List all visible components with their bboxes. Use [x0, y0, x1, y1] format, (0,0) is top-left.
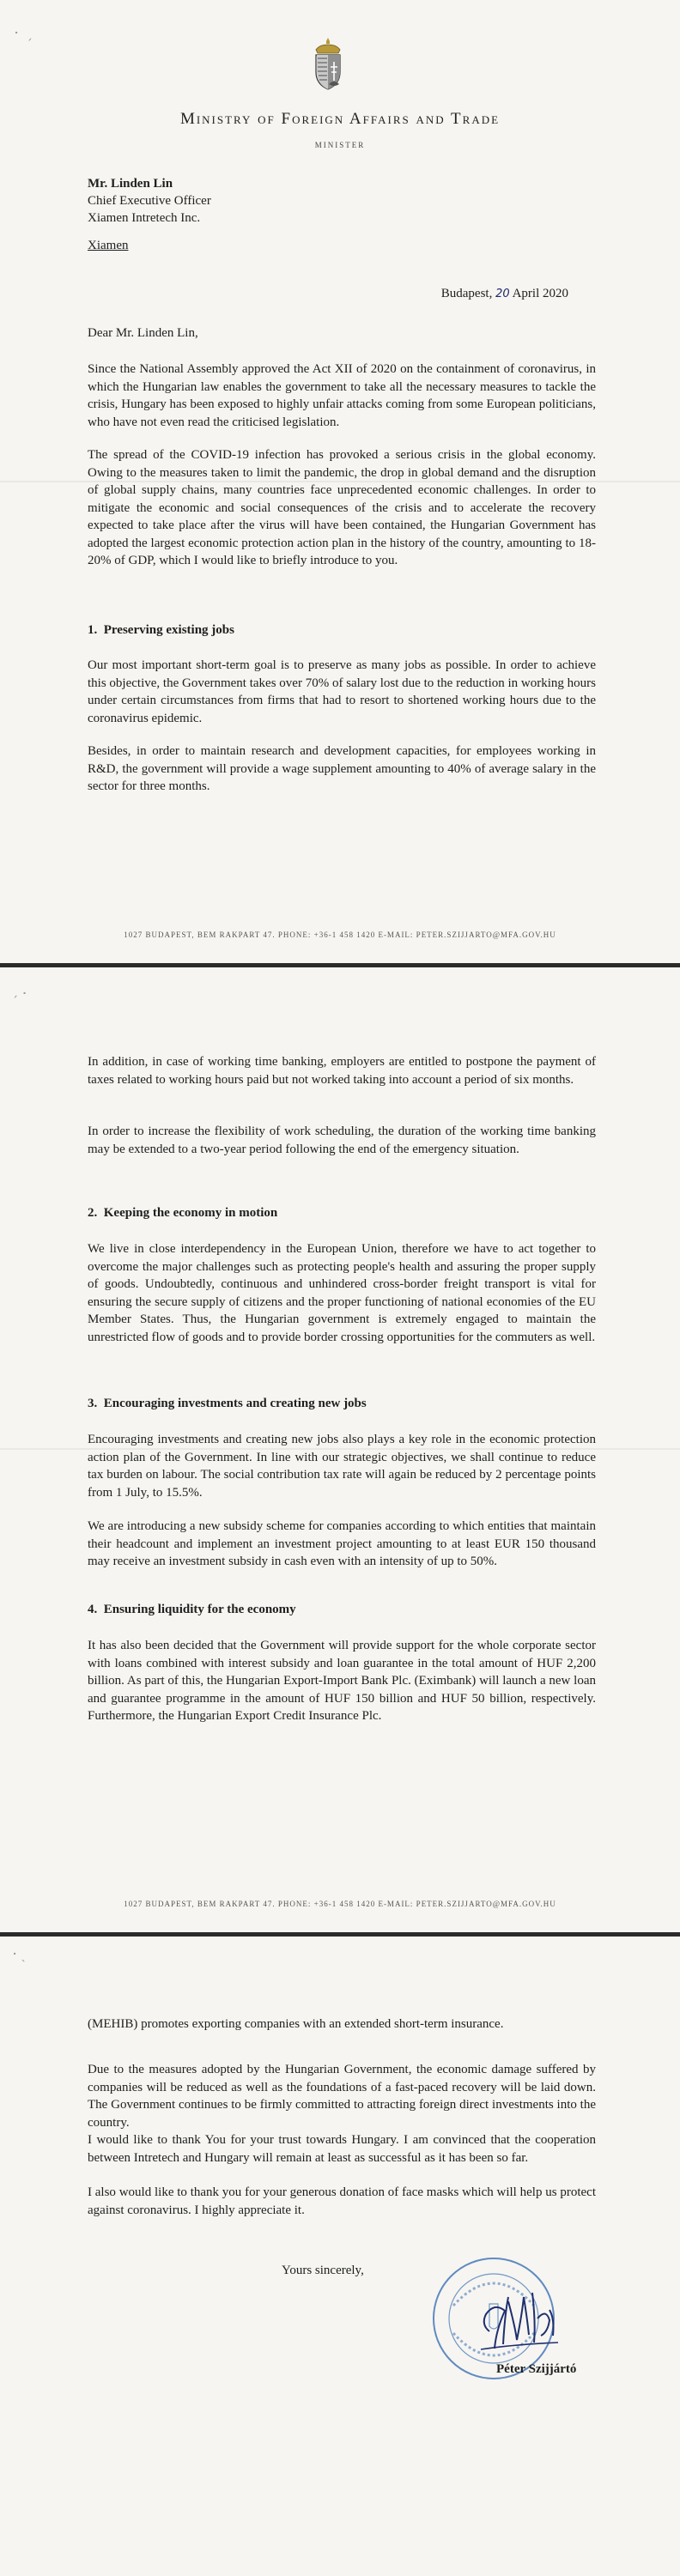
- body-paragraph: [88, 2131, 596, 2167]
- paragraph-text: In order to increase the flexibility of work scheduling, the duration of the working time banking may be extended to a two-year period following the end of the emergency situation.: [88, 1124, 596, 1156]
- signer-name: Péter Szijjártó: [496, 2362, 577, 2376]
- paragraph-text: I would like to thank You for your trust towards Hungary. I am convinced that the cooperation between Intretech and Hungary will remain at least as successful as it has been so far.: [88, 2133, 596, 2165]
- minister-label: MINISTER: [314, 141, 366, 149]
- recipient-name: Mr. Linden Lin: [88, 177, 173, 191]
- body-paragraph: [88, 742, 596, 796]
- paragraph-text: Since the National Assembly approved the Act XII of 2020 on the containment of coronavirus, in which the Hungarian law enables the government to take all the necessary measures to tackle the crisis, Hungary has been exposed to highly unfair attacks coming from some European politicians, who have not even read the criticised legislation.: [88, 362, 596, 429]
- letter-footer: 1027 BUDAPEST, BEM RAKPART 47. PHONE: +36-1 458 1420 E-MAIL: PETER.SZIJJARTO@MFA.GOV.HU: [124, 1900, 556, 1908]
- body-paragraph: [88, 2061, 596, 2131]
- date-day-handwritten: 20: [495, 288, 510, 300]
- date-month-year: April 2020: [512, 287, 568, 300]
- paragraph-text: Besides, in order to maintain research and development capacities, for employees working in R&D, the government will provide a wage supplement amounting to 40% of average salary in the sector for three months.: [88, 744, 596, 793]
- letter-footer: 1027 BUDAPEST, BEM RAKPART 47. PHONE: +36-1 458 1420 E-MAIL: PETER.SZIJJARTO@MFA.GOV.HU: [124, 930, 556, 939]
- body-paragraph: [88, 1518, 596, 1571]
- ministry-name: Ministry of Foreign Affairs and Trade: [179, 110, 501, 128]
- paragraph-text: (MEHIB) promotes exporting companies with an extended short-term insurance.: [88, 2017, 504, 2031]
- body-paragraph: [88, 657, 596, 727]
- heading-text: 2. Keeping the economy in motion: [88, 1206, 278, 1220]
- heading-text: 4. Ensuring liquidity for the economy: [88, 1603, 296, 1616]
- scan-mark: ˏ ⠄: [12, 985, 31, 998]
- paragraph-text: We are introducing a new subsidy scheme for companies according to which entities that maintain their headcount and implement an investment project amounting to at least EUR 150 thousand may receive an investment subsidy in cash even with an intensity of up to 50%.: [88, 1519, 596, 1568]
- letter-date: [441, 287, 568, 301]
- handwritten-signature: [464, 2267, 575, 2361]
- section-heading: [88, 1603, 596, 1617]
- scan-mark: ⠂ ˏ: [14, 27, 33, 41]
- body-paragraph: [88, 1053, 596, 1088]
- paragraph-text: We live in close interdependency in the European Union, therefore we have to act together to overcome the major challenges such as protecting people's health and assuring the proper supply of goods. Undoubtedly, continuous and unhindered cross-border freight transport is vital for ensuring the secure supply of citizens and the proper functioning of national economies of the EU Member States. Thus, the Hungarian government is extremely engaged to maintain the unrestricted flow of goods and to provide border crossing opportunities for the commuters as well.: [88, 1242, 596, 1344]
- section-heading: [88, 1206, 596, 1221]
- paragraph-text: The spread of the COVID-19 infection has provoked a serious crisis in the global economy. Owing to the measures taken to limit the pandemic, the drop in global demand and the disruption of global supply chains, many countries face unprecedented economic challenges. In order to mitigate the economic and social consequences of the crisis and to accelerate the recovery expected to take place after the virus will have been contained, the Hungarian Government has adopted the largest economic protection action plan in the history of the country, amounting to 18-20% of GDP, which I would like to briefly introduce to you.: [88, 448, 596, 567]
- body-paragraph: [88, 1637, 596, 1725]
- paragraph-text: In addition, in case of working time banking, employers are entitled to postpone the payment of taxes related to working hours paid but not worked taking into account a period of six months.: [88, 1055, 596, 1087]
- paragraph-text: It has also been decided that the Government will provide support for the whole corporate sector with loans combined with interest subsidy and loan guarantee in the total amount of HUF 2,200 billion. As part of this, the Hungarian Export-Import Bank Plc. (Eximbank) will launch a new loan and guarantee programme in the amount of HUF 150 billion and HUF 50 billion, respectively. Furthermore, the Hungarian Export Credit Insurance Plc.: [88, 1639, 596, 1723]
- letter-page-1: [0, 0, 680, 963]
- heading-text: 3. Encouraging investments and creating new jobs: [88, 1397, 367, 1410]
- body-paragraph: [88, 1431, 596, 1501]
- body-paragraph: [88, 2184, 596, 2219]
- body-paragraph: [88, 1123, 596, 1158]
- salutation: Dear Mr. Linden Lin,: [88, 326, 198, 340]
- body-paragraph: [88, 446, 596, 570]
- letter-page-3: [0, 1937, 680, 2576]
- scan-mark: ⠂ˎ: [12, 1949, 27, 1962]
- recipient-title: Chief Executive Officer: [88, 194, 211, 208]
- recipient-address: [88, 175, 211, 254]
- paragraph-text: Encouraging investments and creating new jobs also plays a key role in the economic protection action plan of the Government. In line with our strategic objectives, we shall continue to reduce tax burden on labour. The social contribution tax rate will again be reduced by 2 percentage points from 1 July, to 15.5%.: [88, 1433, 596, 1500]
- paragraph-text: Due to the measures adopted by the Hungarian Government, the economic damage suffered by companies will be reduced as well as the foundations of a fast-paced recovery will be laid down. The Government continues to be firmly committed to attracting foreign direct investments into the country.: [88, 2063, 596, 2130]
- date-city: Budapest,: [440, 287, 493, 300]
- paragraph-text: I also would like to thank you for your generous donation of face masks which will help us protect against coronavirus. I highly appreciate it.: [88, 2185, 596, 2217]
- heading-text: 1. Preserving existing jobs: [88, 623, 234, 637]
- recipient-city: Xiamen: [88, 239, 129, 252]
- body-paragraph: [88, 361, 596, 431]
- section-heading: [88, 623, 596, 638]
- closing-phrase: Yours sincerely,: [282, 2264, 364, 2277]
- body-paragraph: [88, 2015, 596, 2034]
- paragraph-text: Our most important short-term goal is to preserve as many jobs as possible. In order to achieve this objective, the Government takes over 70% of salary lost due to the reduction in working hours under certain circumstances from firms that had to resort to shortened working hours due to the coronavirus epidemic.: [88, 658, 596, 725]
- section-heading: [88, 1397, 596, 1411]
- hungarian-coat-of-arms-icon: [309, 36, 347, 93]
- recipient-company: Xiamen Intretech Inc.: [88, 211, 201, 225]
- body-paragraph: [88, 1240, 596, 1346]
- letter-page-2: [0, 967, 680, 1932]
